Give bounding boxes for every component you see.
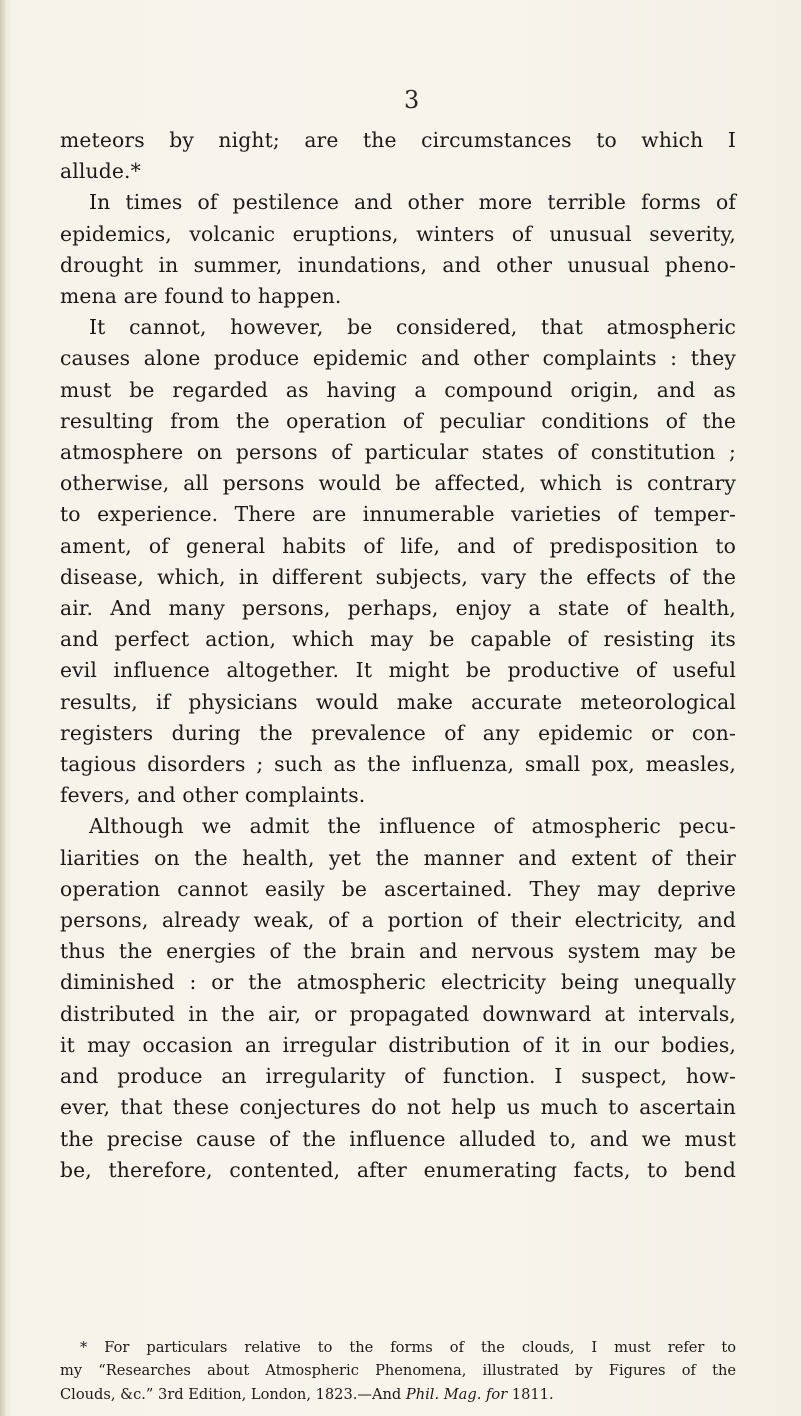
- body-text: [60, 125, 736, 1186]
- text-line: ever, that these conjectures do not help us much to ascertain: [60, 1095, 736, 1120]
- text-line: operation cannot easily be ascertained. They may deprive: [60, 876, 736, 901]
- text-line: be, therefore, contented, after enumerating facts, to bend: [60, 1157, 736, 1182]
- footnote-line: my “Researches about Atmospheric Phenomena, illustrated by Figures of the: [60, 1362, 736, 1380]
- text-line: drought in summer, inundations, and other unusual pheno-: [60, 252, 736, 277]
- page-number: 3: [404, 86, 420, 114]
- text-line: thus the energies of the brain and nervous system may be: [60, 939, 736, 964]
- text-line: the precise cause of the influence alluded to, and we must: [60, 1126, 736, 1151]
- text-line: air. And many persons, perhaps, enjoy a state of health,: [60, 596, 736, 621]
- text-line: resulting from the operation of peculiar conditions of the: [60, 408, 736, 433]
- text-line: results, if physicians would make accurate meteorological: [60, 689, 736, 714]
- text-line: disease, which, in different subjects, vary the effects of the: [60, 564, 736, 589]
- footnote-journal-title: Phil. Mag. for: [405, 1385, 508, 1403]
- text-line: to experience. There are innumerable varieties of temper-: [60, 502, 736, 527]
- text-line: diminished : or the atmospheric electricity being unequally: [60, 970, 736, 995]
- footnote-citation: Clouds, &c.” 3rd Edition, London, 1823.—And: [60, 1385, 406, 1403]
- footnote: [60, 1336, 736, 1406]
- text-line: it may occasion an irregular distribution of it in our bodies,: [60, 1032, 736, 1057]
- text-line: epidemics, volcanic eruptions, winters of unusual severity,: [60, 221, 736, 246]
- text-line: atmosphere on persons of particular states of constitution ;: [60, 440, 736, 465]
- text-line: Although we admit the influence of atmospheric pecu-: [89, 814, 736, 839]
- text-line: mena are found to happen.: [60, 284, 342, 309]
- text-line: must be regarded as having a compound origin, and as: [60, 377, 736, 402]
- text-line: causes alone produce epidemic and other complaints : they: [60, 346, 736, 371]
- text-line: allude.*: [60, 159, 141, 184]
- text-line: persons, already weak, of a portion of their electricity, and: [60, 908, 736, 933]
- text-line: otherwise, all persons would be affected, which is contrary: [60, 471, 736, 496]
- footnote-line: [60, 1383, 736, 1406]
- text-line: liarities on the health, yet the manner and extent of their: [60, 845, 736, 870]
- text-line: tagious disorders ; such as the influenza, small pox, measles,: [60, 752, 736, 777]
- text-line: It cannot, however, be considered, that atmospheric: [89, 315, 736, 340]
- text-line: fevers, and other complaints.: [60, 783, 366, 808]
- footnote-line: * For particulars relative to the forms of the clouds, I must refer to: [80, 1339, 736, 1356]
- text-line: registers during the prevalence of any epidemic or con-: [60, 720, 736, 745]
- text-line: distributed in the air, or propagated downward at intervals,: [60, 1001, 736, 1026]
- text-line: meteors by night; are the circumstances to which I: [60, 128, 736, 152]
- text-line: and produce an irregularity of function. I suspect, how-: [60, 1064, 736, 1089]
- text-line: ament, of general habits of life, and of predisposition to: [60, 533, 736, 558]
- text-line: evil influence altogether. It might be productive of useful: [60, 658, 736, 683]
- footnote-year: 1811.: [507, 1385, 554, 1403]
- text-line: In times of pestilence and other more terrible forms of: [89, 190, 736, 215]
- page-spine-shadow: [0, 0, 6, 1416]
- text-line: and perfect action, which may be capable of resisting its: [60, 627, 736, 652]
